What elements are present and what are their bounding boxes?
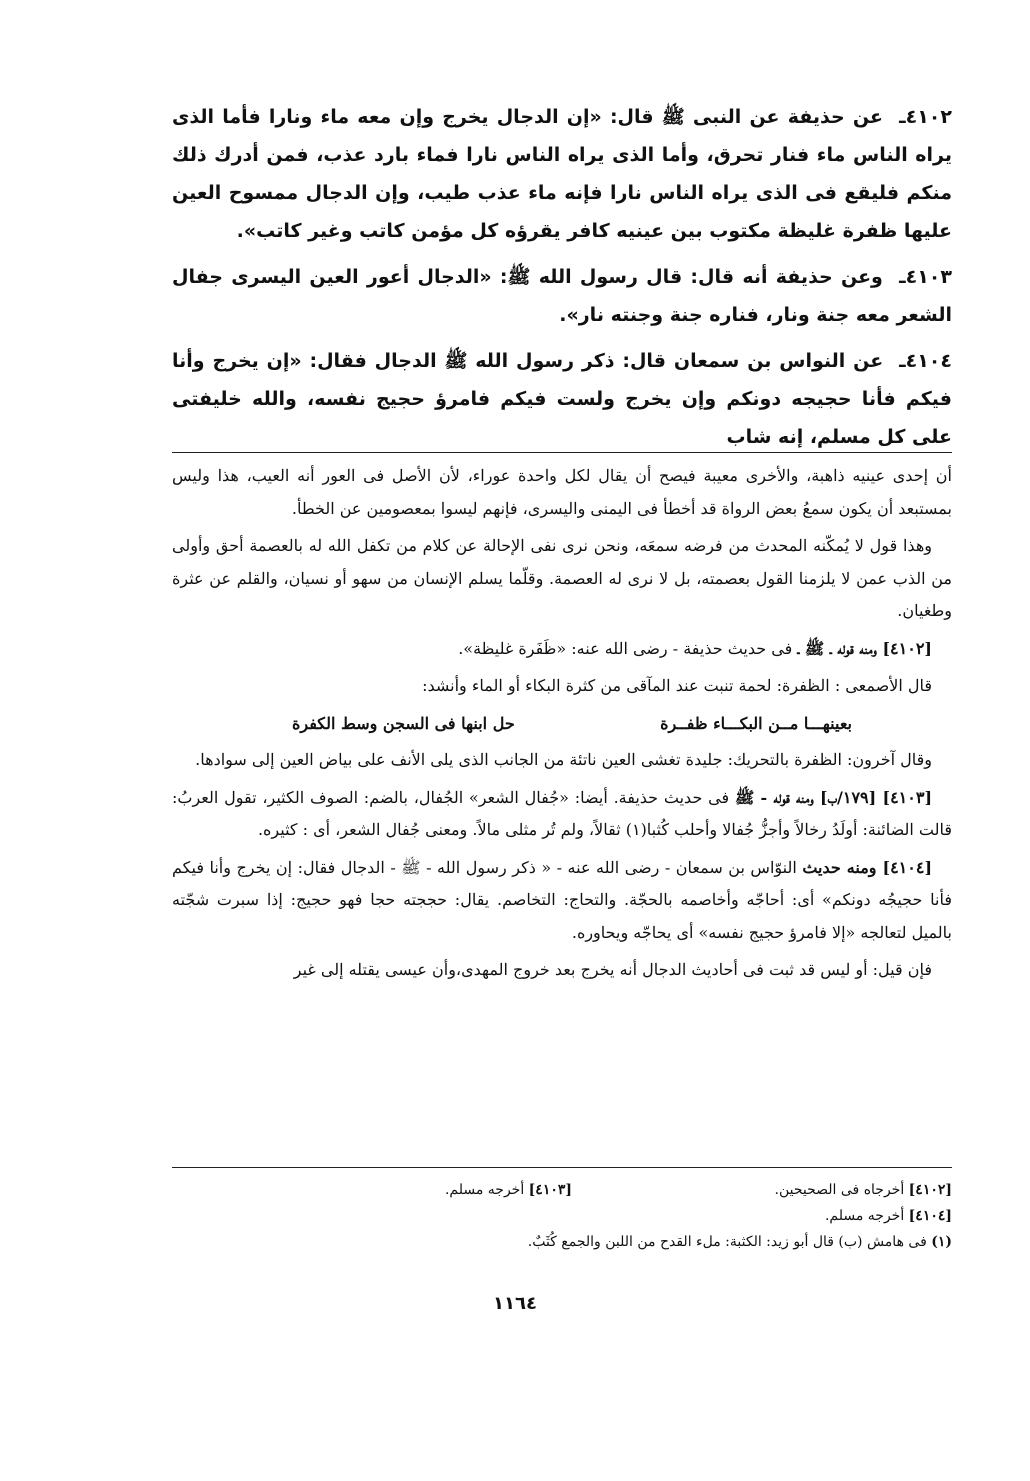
commentary-section [172, 460, 952, 992]
hadith-number: ٤١٠٢ـ [899, 106, 952, 128]
entry-heading: [٤١٠٣] [١٧٩/ب] ومنه قوله - ﷺ [734, 787, 933, 807]
entry-text: فى حديث حذيفة - رضى الله عنه: «ظَفَرة غليظة». [458, 638, 793, 658]
reference-text: أخرجه مسلم. [444, 1182, 525, 1198]
hadith-text: عن النواس بن سمعان قال: ذكر رسول الله ﷺ الدجال فقال: «إن يخرج وأنا فيكم فأنا حجيجه دونكم وإن يخرج ولست فيكم فامرؤ حجيج نفسه، والله خليفتى على كل مسلم، إنه شاب [172, 350, 952, 448]
reference-item [825, 1203, 952, 1229]
commentary-paragraph: قال الأصمعى : الظفرة: لحمة تنبت عند المآقى من كثرة البكاء أو الماء وأنشد: [422, 676, 932, 695]
commentary-paragraph: أن إحدى عينيه ذاهبة، والأخرى معيبة فيصح أن يقال لكل واحدة عوراء، لأن الأصل فى العور أنه العيب، هذا وليس بمستبعد أن يكون سمعُ بعض الرواة قد أخطأ فى اليمنى واليسرى، فإنهم ليسوا بمعصومين عن الخطأ. [172, 466, 952, 518]
reference-row [172, 1229, 952, 1255]
reference-text: فى هامش (ب) قال أبو زيد: الكثبة: ملء القدح من اللبن والجمع كُثَبٌ. [527, 1234, 927, 1250]
reference-row [172, 1177, 952, 1203]
references-section [172, 1177, 952, 1255]
hadith-section [172, 98, 952, 456]
commentary-paragraph [172, 852, 952, 950]
reference-row [172, 1203, 952, 1229]
hadith-text: عن حذيفة عن النبى ﷺ قال: «إن الدجال يخرج وإن معه ماء ونارا فأما الذى يراه الناس ماء فنار تحرق، وأما الذى يراه الناس نارا فماء بارد عذب، فمن أدرك ذلك منكم فليقع فى الذى يراه الناس نارا فإنه ماء عذب طيب، وإن الدجال ممسوح العين عليها ظفرة غليظة مكتوب بين عينيه كافر يقرؤه كل مؤمن كاتب وغير كاتب». [172, 106, 952, 242]
hadith-number: ٤١٠٤ـ [899, 350, 952, 372]
reference-number: [٤١٠٤] [908, 1208, 952, 1224]
entry-text: النوّاس بن سمعان - رضى الله عنه - « ذكر رسول الله - ﷺ - الدجال فقال: إن يخرج وأنا فيكم فأنا حجيجُه دونكم» أى: أحاجّه وأخاصمه بالحجّة. والتحاج: التخاصم. يقال: حججته حجا فهو حجيج: إذا سبرت شجّته بالميل لتعالجه «إلا فامرؤ حجيج نفسه» أى يحاجّه ويحاوره. [172, 857, 952, 942]
reference-text: أخرجاه فى الصحيحين. [774, 1182, 905, 1198]
hadith-number: ٤١٠٣ـ [899, 266, 952, 288]
poem-verse [292, 708, 882, 741]
entry-heading: [٤١٠٢] ومنه قوله ـ ﷺ ـ [797, 638, 932, 658]
reference-item [572, 1177, 952, 1203]
hadith-4102 [172, 98, 952, 250]
commentary-paragraph: وقال آخرون: الظفرة بالتحريك: جليدة تغشى العين ناتئة من الجانب الذى يلى الأنف على بياض العين إلى سوادها. [195, 750, 932, 769]
poem-hemistich-left: حل ابنها فى السجن وسط الكفرة [292, 713, 515, 733]
reference-text: أخرجه مسلم. [824, 1208, 905, 1224]
page-number: ١١٦٤ [493, 1293, 537, 1314]
reference-item [445, 1177, 572, 1203]
reference-number: (١) [931, 1234, 952, 1250]
poem-hemistich-right: بعينهـــا مــن البكـــاء ظفــرة [660, 713, 852, 733]
commentary-paragraph [172, 782, 952, 847]
text-divider [172, 452, 952, 453]
entry-text: فى حديث حذيفة. أيضا: «جُفال الشعر» الجُفال، بالضم: الصوف الكثير، تقول العربُ: قالت الضائنة: أولَدُ رخالاً وأجزُّ جُفالا وأحلب كُثبا(١) ثقالاً، ولم تُر مثلى مالاً. ومعنى جُفال الشعر، أى : كثيره. [172, 787, 952, 839]
commentary-paragraph: فإن قيل: أو ليس قد ثبت فى أحاديث الدجال أنه يخرج بعد خروج المهدى،وأن عيسى يقتله إلى غير [293, 960, 932, 979]
reference-number: [٤١٠٢] [908, 1182, 952, 1198]
footnote-divider [172, 1167, 952, 1168]
reference-number: [٤١٠٣] [528, 1182, 572, 1198]
entry-heading: [٤١٠٤] ومنه حديث [802, 857, 933, 877]
hadith-text: وعن حذيفة أنه قال: قال رسول الله ﷺ: «الدجال أعور العين اليسرى جفال الشعر معه جنة ونار، فناره جنة وجنته نار». [172, 266, 952, 326]
commentary-paragraph: وهذا قول لا يُمكّنه المحدث من فرضه سمعَه، ونحن نرى نفى الإحالة عن كلام من تكفل الله له بالعصمة أحق وأولى من الذب عمن لا يلزمنا القول بعصمته، بل لا نرى له العصمة. وقلّما يسلم الإنسان من سهو أو نسيان، والقلم عن عثرة وطغيان. [172, 536, 952, 620]
hadith-4103 [172, 258, 952, 334]
commentary-paragraph [172, 633, 952, 666]
hadith-4104 [172, 342, 952, 456]
reference-item [528, 1229, 952, 1255]
